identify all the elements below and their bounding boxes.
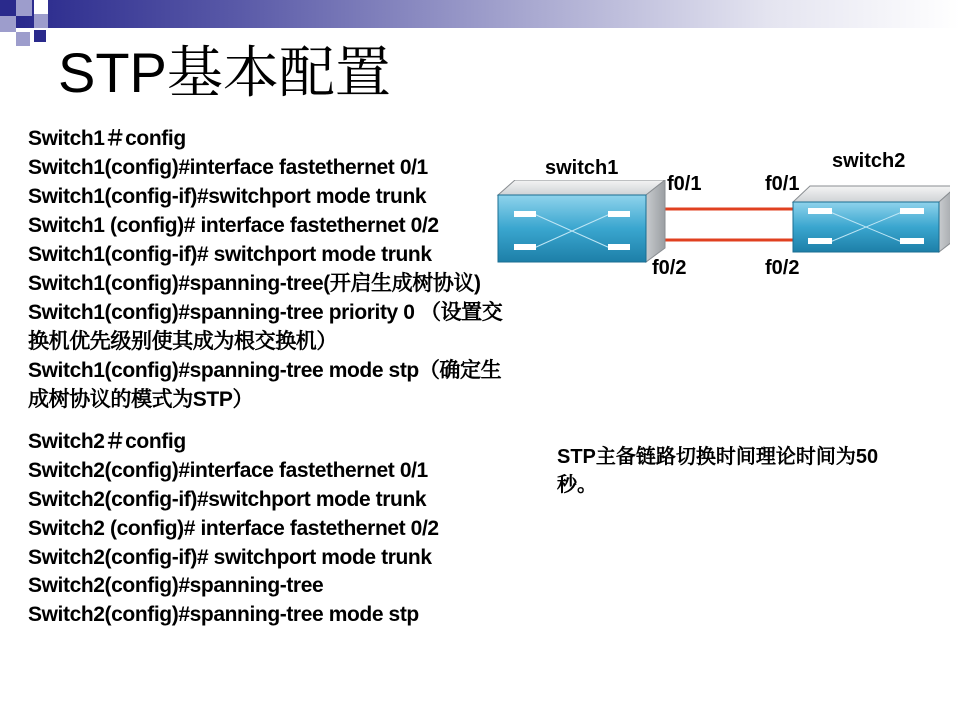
switch1-icon bbox=[498, 180, 665, 262]
command-line: Switch1(config-if)# switchport mode trunk bbox=[28, 243, 432, 266]
command-line: Switch1(config-if)#switchport mode trunk bbox=[28, 185, 427, 208]
command-line: Switch2 (config)# interface fastethernet 0/2 bbox=[28, 517, 439, 540]
command-line: Switch2(config)#interface fastethernet 0/1 bbox=[28, 459, 428, 482]
command-line: Switch2(config-if)# switchport mode trunk bbox=[28, 546, 432, 569]
page-title: STP基本配置 bbox=[58, 41, 391, 104]
header-square-light bbox=[0, 16, 16, 32]
failover-time-note: STP主备链路切换时间理论时间为50秒。 bbox=[557, 446, 879, 496]
switch2-port-f01-label: f0/1 bbox=[765, 173, 800, 195]
header-square-dark bbox=[0, 0, 16, 16]
command-line: Switch2(config)#spanning-tree bbox=[28, 574, 324, 597]
switch1-label: switch1 bbox=[545, 157, 619, 179]
topology-diagram bbox=[490, 180, 950, 270]
command-line: Switch1(config)#spanning-tree priority 0 （设置交 bbox=[28, 301, 503, 324]
header-square-light bbox=[16, 32, 30, 46]
command-line: Switch1(config)#spanning-tree(开启生成树协议) bbox=[28, 272, 481, 295]
header-square-dark bbox=[34, 30, 46, 42]
command-line: 成树协议的模式为STP） bbox=[28, 388, 254, 411]
command-line: Switch1＃config bbox=[28, 127, 186, 150]
command-line: Switch2(config)#spanning-tree mode stp bbox=[28, 603, 419, 626]
switch2-label: switch2 bbox=[832, 150, 906, 172]
switch2-port-f02-label: f0/2 bbox=[765, 257, 800, 279]
header-square-light bbox=[34, 14, 48, 28]
header-square-white bbox=[34, 0, 48, 14]
command-line: Switch1 (config)# interface fastethernet 0/2 bbox=[28, 214, 439, 237]
switch1-port-f01-label: f0/1 bbox=[667, 173, 702, 195]
command-line: Switch1(config)#interface fastethernet 0/1 bbox=[28, 156, 428, 179]
header-gradient-bar bbox=[0, 0, 960, 28]
command-line: Switch2(config-if)#switchport mode trunk bbox=[28, 488, 427, 511]
switch2-icon bbox=[793, 186, 950, 252]
header-square-light bbox=[16, 0, 32, 16]
switch1-port-f02-label: f0/2 bbox=[652, 257, 687, 279]
command-line: Switch1(config)#spanning-tree mode stp（确定生 bbox=[28, 359, 502, 382]
command-line: Switch2＃config bbox=[28, 430, 186, 453]
command-line: 换机优先级别使其成为根交换机） bbox=[28, 330, 337, 353]
